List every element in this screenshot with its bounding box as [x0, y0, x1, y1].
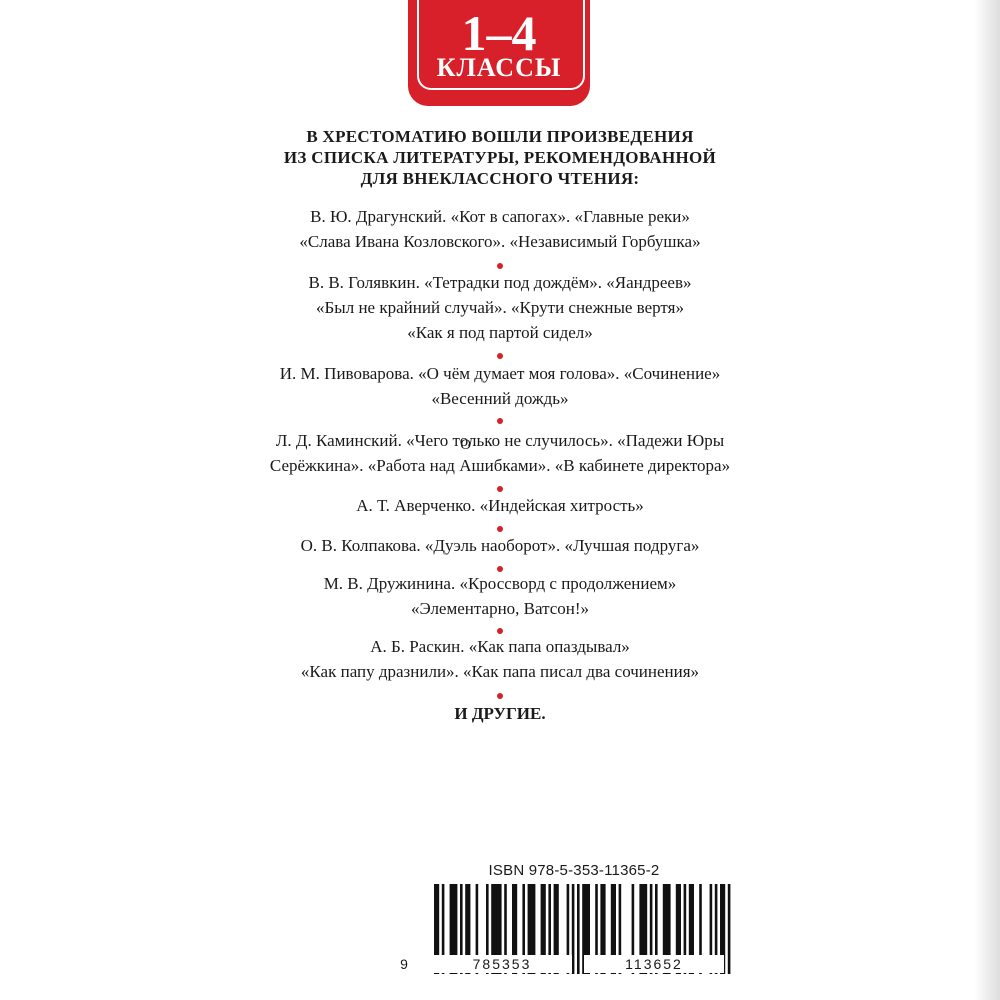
barcode-digits-left: 785353: [432, 955, 572, 973]
intro-line: ИЗ СПИСКА ЛИТЕРАТУРЫ, РЕКОМЕНДОВАННОЙ: [283, 148, 717, 167]
barcode-bar: [728, 884, 731, 974]
separator-dot: [497, 418, 503, 424]
book-spine-edge: [974, 0, 1000, 1000]
separator-dot: [497, 693, 503, 699]
isbn-number: ISBN 978-5-353-11365-2: [488, 862, 660, 879]
entry-line: А. Б. Раскин. «Как папа опаздывал»: [370, 637, 630, 656]
intro-line: ДЛЯ ВНЕКЛАССНОГО ЧТЕНИЯ:: [360, 169, 640, 188]
entry-line: «Весенний дождь»: [431, 389, 569, 408]
entry-kolpakova: [150, 533, 850, 558]
entry-golyavkin: [150, 270, 850, 345]
intro-line: В ХРЕСТОМАТИЮ ВОШЛИ ПРОИЗВЕДЕНИЯ: [306, 127, 694, 146]
separator-dot: [497, 263, 503, 269]
entry-dragunsky: [150, 204, 850, 254]
entry-raskin: [150, 634, 850, 684]
barcode-bar: [572, 884, 575, 974]
entry-druzhinina: [150, 571, 850, 621]
grade-label: КЛАССЫ: [436, 53, 562, 82]
entry-line: О. В. Колпакова. «Дуэль наоборот». «Лучшая подруга»: [300, 536, 700, 555]
separator-dot: [497, 353, 503, 359]
entry-line: М. В. Дружинина. «Кроссворд с продолжением»: [323, 574, 677, 593]
entry-kaminsky: [150, 428, 850, 478]
separator-dot: [497, 526, 503, 532]
barcode-digit-first: 9: [398, 955, 412, 973]
entry-line: «Был не крайний случай». «Крути снежные вертя»: [316, 298, 684, 317]
grade-badge: [408, 0, 590, 106]
entry-line: [150, 453, 850, 478]
entry-line: А. Т. Аверченко. «Индейская хитрость»: [356, 496, 644, 515]
entry-line: «Слава Ивана Козловского». «Независимый Горбушка»: [299, 232, 701, 251]
barcode-bar: [577, 884, 580, 974]
entry-line: «Как я под партой сидел»: [407, 323, 593, 342]
barcode-digits-right: 113652: [584, 955, 724, 973]
entry-line: В. Ю. Драгунский. «Кот в сапогах». «Главные реки»: [310, 207, 690, 226]
and-others: И ДРУГИЕ.: [454, 704, 546, 723]
entry-line: «Элементарно, Ватсон!»: [410, 599, 590, 618]
entry-line-part: шибками». «В кабинете директора»: [471, 456, 731, 475]
separator-dot: [497, 486, 503, 492]
entry-line: Л. Д. Каминский. «Чего только не случилось». «Падежи Юры: [275, 431, 725, 450]
corrected-letter: O А: [459, 453, 471, 478]
entry-line: В. В. Голявкин. «Тетрадки под дождём». «Яандреев»: [308, 273, 692, 292]
entry-pivovarova: [150, 361, 850, 411]
entry-line: «Как папу дразнили». «Как папа писал два сочинения»: [300, 662, 700, 681]
entry-line-part: Серёжкина». «Работа над: [269, 456, 460, 475]
entry-line: И. М. Пивоварова. «О чём думает моя голова». «Сочинение»: [279, 364, 721, 383]
entry-averchenko: [150, 493, 850, 518]
isbn-barcode-block: [398, 862, 750, 986]
grade-range: 1–4: [461, 5, 537, 61]
intro-heading: [150, 126, 850, 189]
